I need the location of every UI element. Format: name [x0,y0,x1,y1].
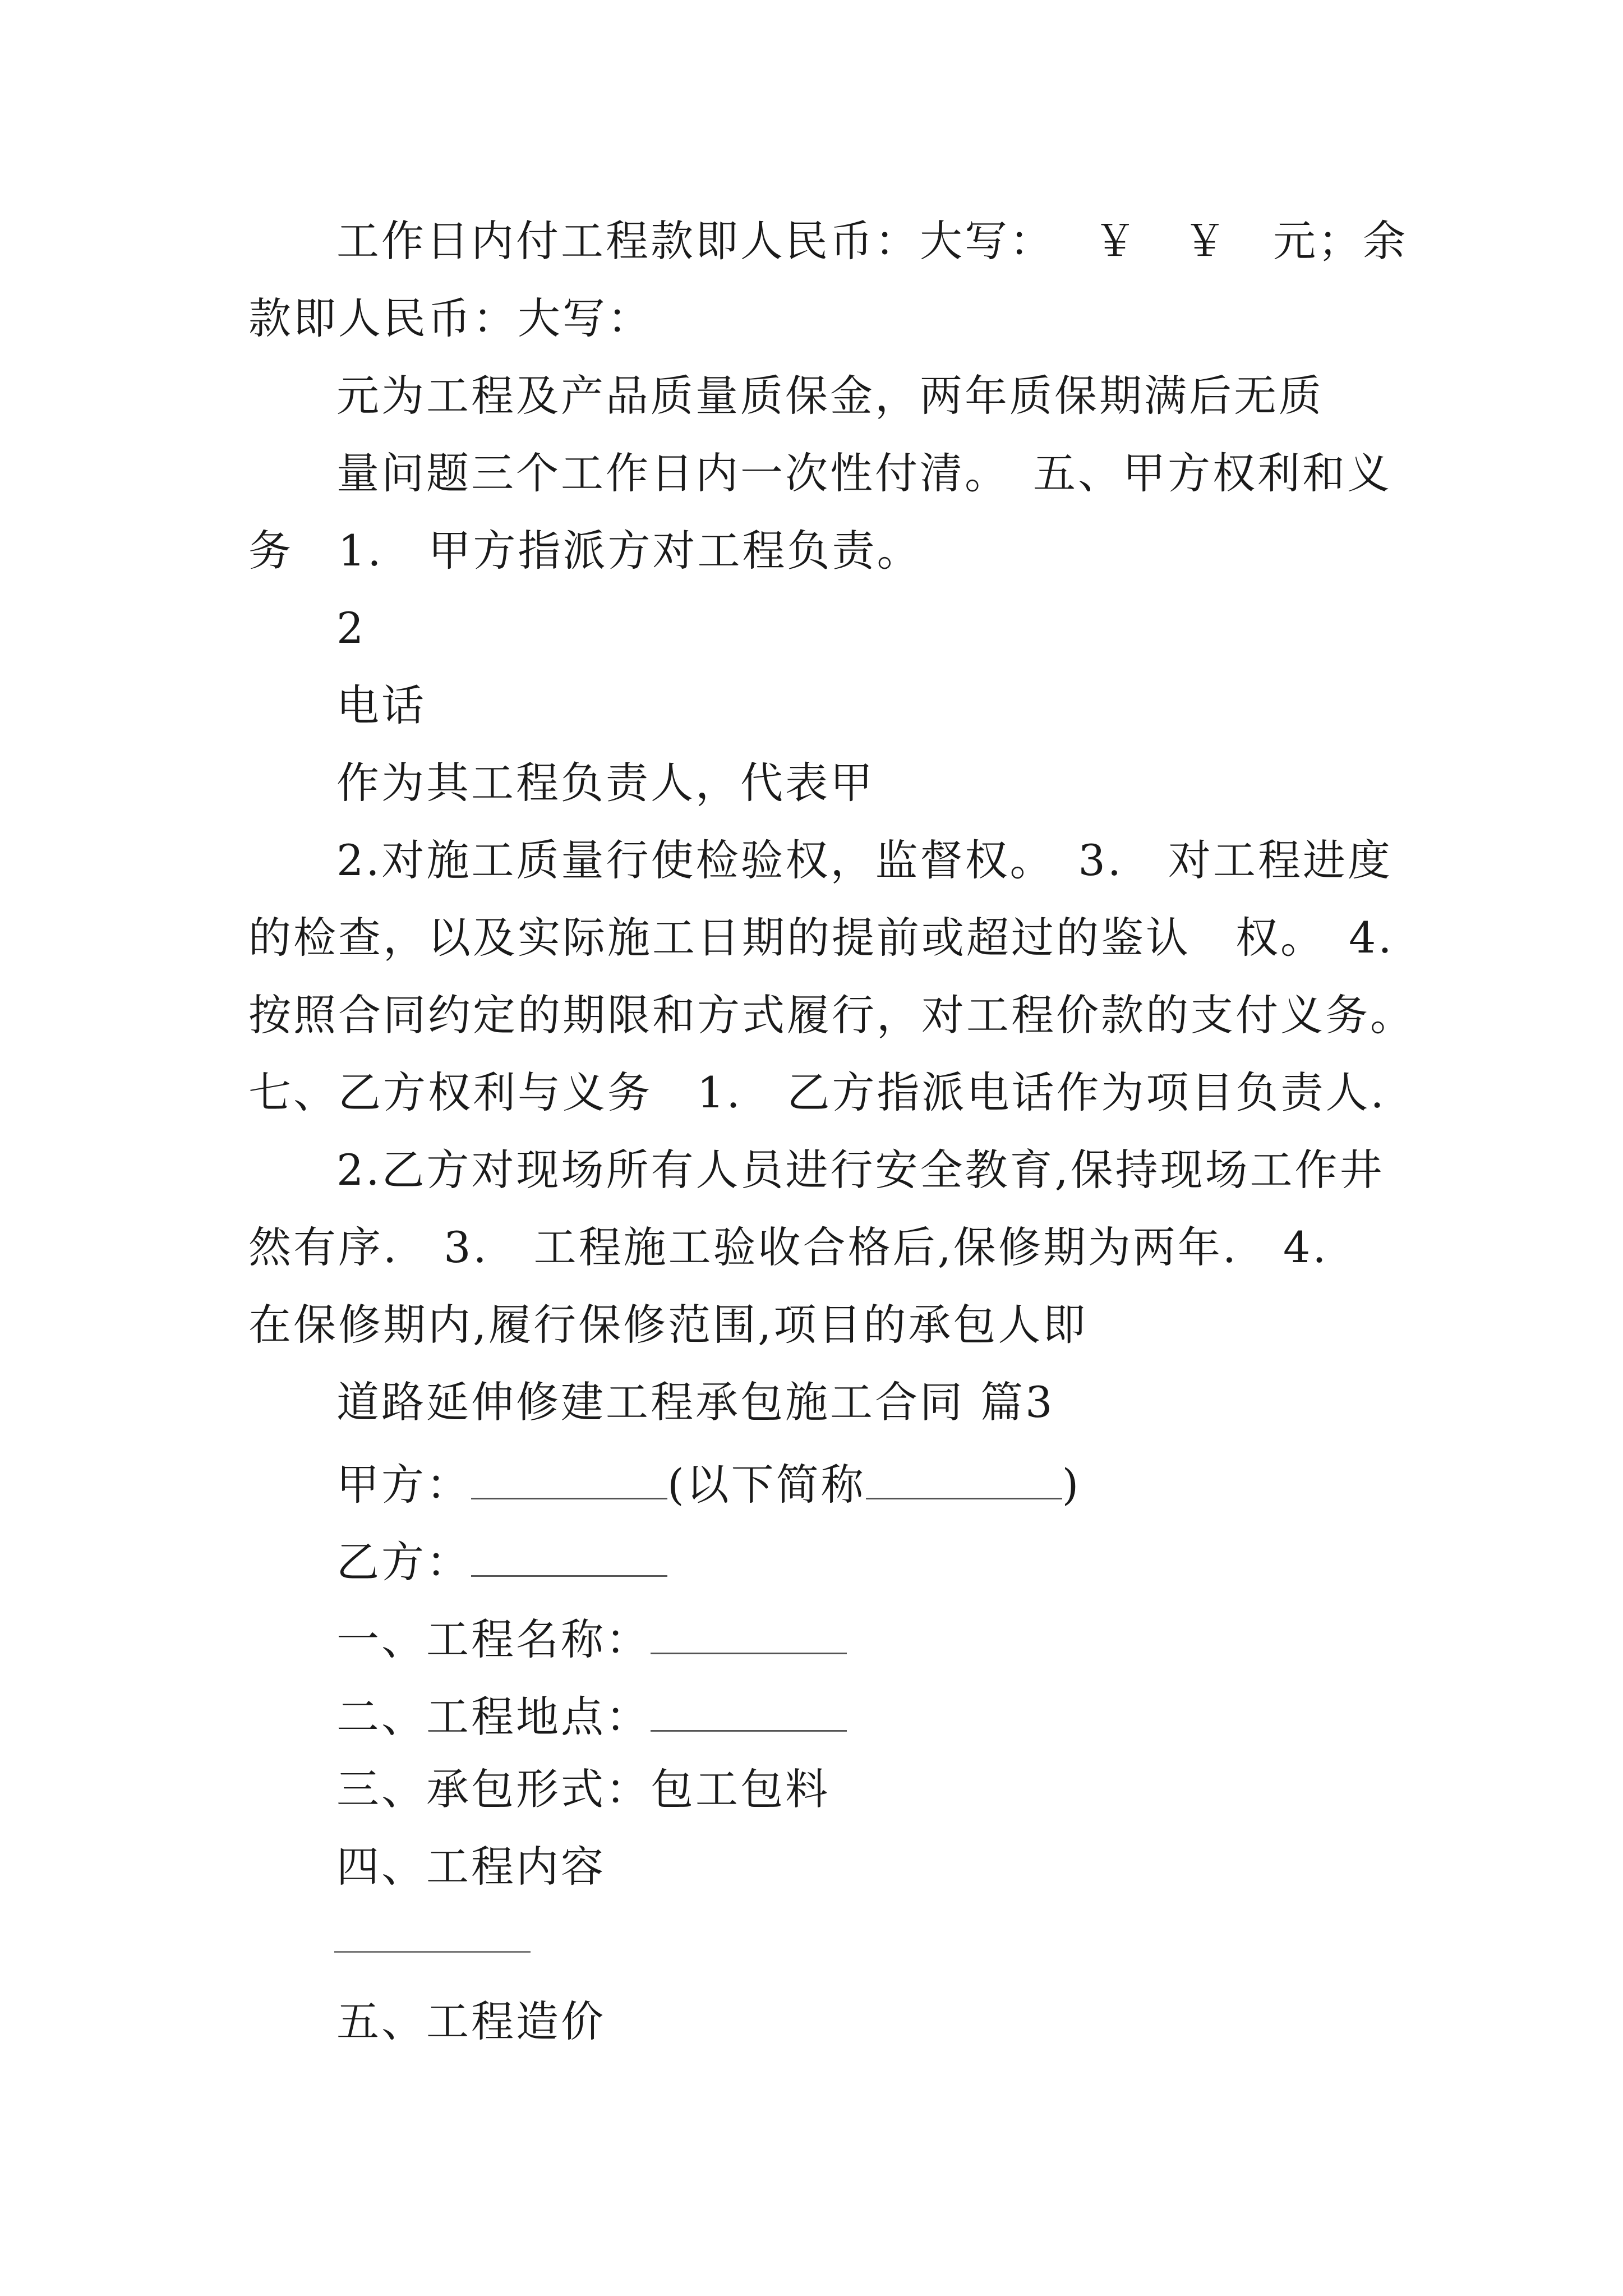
item-project-content [336,1842,606,1892]
text-line-13: 2.乙方对现场所有人员进行安全教育,保持现场工作井 [336,1145,1385,1195]
item-project-location [336,1691,847,1742]
text-line-14: 然有序. 3. 工程施工验收合格后,保修期为两年. 4. [248,1222,1329,1272]
party-a-abbr-label: (以下简称 [667,1460,866,1510]
party-b-blank [471,1536,667,1577]
party-a-paren-close: ) [1062,1460,1081,1510]
item-project-name [336,1613,847,1664]
text-line-9: 2.对施工质量行使检验权，监督权。 3. 对工程进度 [336,835,1393,885]
party-b-line [336,1536,667,1587]
party-a-abbr-blank [866,1458,1062,1499]
item-label: 一、工程名称： [336,1614,651,1664]
item-label: 五、工程造价 [336,1996,606,2046]
text-line-12: 七、乙方权利与义务 1. 乙方指派电话作为项目负责人. [248,1068,1386,1117]
party-a-line [336,1458,1081,1510]
item-project-cost [336,1996,606,2046]
item-value: 包工包料 [651,1764,830,1814]
section-heading: 道路延伸修建工程承包施工合同 篇3 [336,1377,1055,1427]
project-content-blank [334,1951,531,1953]
party-a-blank [471,1458,667,1499]
text-line-8: 作为其工程负责人，代表甲 [336,758,875,808]
text-line-7: 电话 [336,680,426,730]
item-label: 三、承包形式： [336,1764,651,1814]
text-line-5: 务 1. 甲方指派方对工程负责。 [248,526,922,576]
text-line-3: 元为工程及产品质量质保金，两年质保期满后无质 [336,371,1324,421]
party-b-label: 乙方： [336,1537,471,1587]
text-line-11: 按照合同约定的期限和方式履行，对工程价款的支付义务。 [248,990,1415,1040]
text-line-6: 2 [336,603,366,653]
project-name-blank [651,1613,847,1654]
item-label: 四、工程内容 [336,1842,606,1892]
text-line-4: 量问题三个工作日内一次性付清。 五、甲方权利和义 [336,448,1392,498]
text-line-10: 的检查，以及实际施工日期的提前或超过的鉴认 权。 4. [248,913,1394,963]
text-line-2: 款即人民币：大写： [248,293,652,343]
project-location-blank [651,1691,847,1732]
item-contract-form [336,1764,830,1814]
item-label: 二、工程地点： [336,1692,651,1742]
text-line-15: 在保修期内,履行保修范围,项目的承包人即 [248,1300,1088,1350]
party-a-label: 甲方： [336,1460,471,1510]
text-line-1: 工作日内付工程款即人民币：大写： ￥ ￥ 元；余 [336,216,1408,266]
